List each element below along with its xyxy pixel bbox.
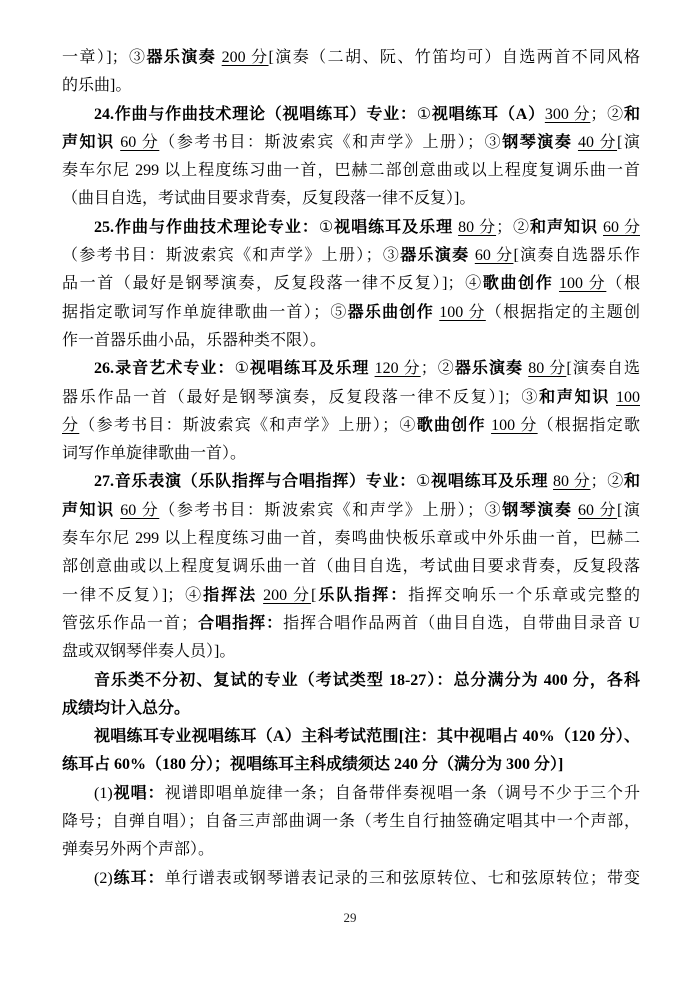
document-line <box>62 865 640 893</box>
text-segment: 作一首器乐曲小品，乐器种类不限）。 <box>62 331 327 349</box>
text-segment: 盘或双钢琴伴奏人员）]。 <box>62 643 236 661</box>
text-segment: 声知识 <box>62 133 115 151</box>
text-segment: 24.作曲与作曲技术理论（视唱练耳）专业： <box>94 105 417 123</box>
text-segment: ① <box>318 218 335 236</box>
text-segment: 视唱练耳及乐理 <box>334 218 454 236</box>
text-segment: 奏车尔尼 299 以上程度练习曲一首，奏鸣曲快板乐章或中外乐曲一首，巴赫二 <box>62 530 640 548</box>
document-line <box>62 780 640 808</box>
document-line <box>62 440 640 468</box>
text-segment: 练耳占 60%（180 分）；视唱练耳主科成绩须达 240 分（满分为 300 分）] <box>62 756 564 774</box>
text-segment: （根 <box>606 275 640 293</box>
text-segment: [演 <box>617 133 640 151</box>
document-line <box>62 553 640 581</box>
text-segment: 27.音乐表演（乐队指挥与合唱指挥）专业： <box>94 473 417 491</box>
text-segment: 和 <box>623 105 640 123</box>
text-segment: 单行谱表或钢琴谱表记录的三和弦原转位、七和弦原转位；带变 <box>164 869 640 887</box>
text-segment: 降号；自弹自唱）；自备三声部曲调一条（考生自行抽签确定唱其中一个声部， <box>62 813 640 831</box>
text-segment: [演奏自选 <box>566 360 640 378</box>
text-segment: ；② <box>496 218 531 236</box>
text-segment: 60 分 <box>577 501 618 519</box>
text-segment: 器乐演奏 <box>146 49 217 66</box>
document-line <box>62 355 640 383</box>
text-segment: 的乐曲]。 <box>62 77 132 95</box>
text-segment: 100 分 <box>559 275 607 293</box>
document-line <box>62 723 640 751</box>
text-segment: 器乐演奏 <box>400 247 470 265</box>
text-segment: 视谱即唱单旋律一条；自备带伴奏视唱一条（调号不少于三个升 <box>164 784 640 802</box>
document-line <box>62 468 640 496</box>
document-line <box>62 808 640 836</box>
text-segment: 100 分 <box>439 303 486 321</box>
text-segment: （参考书目：斯波索宾《和声学》上册）；③ <box>159 133 503 151</box>
document-line <box>62 836 640 864</box>
document-line <box>62 582 640 610</box>
text-segment: （参考书目：斯波索宾《和声学》上册）；④ <box>79 416 417 434</box>
text-segment: （根据指定歌 <box>537 416 640 434</box>
document-line <box>62 44 640 72</box>
text-segment: ；② <box>590 105 624 123</box>
text-segment: 80 分 <box>553 473 591 491</box>
text-segment: 指挥法 <box>203 586 258 604</box>
text-segment: 和 <box>624 473 640 491</box>
text-segment: 一律不反复）]；④ <box>62 586 204 604</box>
text-segment: 300 分 <box>544 105 591 123</box>
text-segment: 器乐演奏 <box>454 360 524 378</box>
text-segment: 歌曲创作 <box>482 275 554 293</box>
text-segment: ① <box>234 360 250 378</box>
text-segment: 视唱练耳（A） <box>431 105 545 123</box>
document-content <box>62 44 640 893</box>
text-segment: 品一首（最好是钢琴演奏，反复段落一律不反复）]；④ <box>62 275 483 293</box>
text-segment: 奏车尔尼 299 以上程度练习曲一首，巴赫二部创意曲或以上程度复调乐曲一首 <box>62 162 640 180</box>
text-segment: 音乐类不分初、复试的专业（考试类型 18-27）：总分满分为 400 分，各科 <box>94 671 640 689</box>
text-segment: 视唱： <box>112 784 165 802</box>
document-line <box>62 129 640 157</box>
document-line <box>62 638 640 666</box>
page-number: 29 <box>343 910 357 925</box>
document-line <box>62 695 640 723</box>
text-segment: 视唱练耳及乐理 <box>431 473 549 491</box>
document-line <box>62 157 640 185</box>
text-segment: （曲目自选，考试曲目要求背奏，反复段落一律不反复）]。 <box>62 190 476 208</box>
document-line <box>62 610 640 638</box>
text-segment: （参考书目：斯波索宾《和声学》上册）；③ <box>62 247 401 265</box>
document-line <box>62 751 640 779</box>
text-segment: 词写作单旋律歌曲一首）。 <box>62 445 247 463</box>
text-segment: 80 分 <box>528 360 567 378</box>
text-segment: (1) <box>94 784 113 802</box>
text-segment: 100 分 <box>491 416 538 434</box>
text-segment: [演奏自选器乐作 <box>513 247 640 265</box>
text-segment: （参考书目：斯波索宾《和声学》上册）；③ <box>159 501 503 519</box>
text-segment: ① <box>416 473 432 491</box>
text-segment: 视唱练耳专业视唱练耳（A）主科考试范围[注：其中视唱占 40%（120 分）、 <box>94 728 640 746</box>
text-segment: 合唱指挥： <box>197 614 284 632</box>
text-segment: 钢琴演奏 <box>502 501 573 519</box>
document-line <box>62 384 640 412</box>
text-segment: 成绩均计入总分。 <box>62 699 191 717</box>
text-segment: 25.作曲与作曲技术理论专业： <box>94 218 319 236</box>
text-segment: 歌曲创作 <box>416 416 486 434</box>
text-segment: 60 分 <box>120 133 160 151</box>
text-segment: 管弦乐作品一首； <box>62 614 198 632</box>
document-line <box>62 667 640 695</box>
text-segment: 200 分 <box>263 586 312 604</box>
text-segment: 和声知识 <box>530 218 598 236</box>
text-segment: 120 分 <box>374 360 421 378</box>
text-segment: 指挥交响乐一个乐章或完整的 <box>408 586 640 604</box>
document-line <box>62 72 640 100</box>
document-line <box>62 327 640 355</box>
text-segment: 200 分 <box>221 49 269 66</box>
document-line <box>62 525 640 553</box>
text-segment: 声知识 <box>62 501 115 519</box>
text-segment: 60 分 <box>603 218 640 236</box>
text-segment: 器乐作品一首（最好是钢琴演奏，反复段落一律不反复）]；③ <box>62 388 540 406</box>
text-segment: 80 分 <box>458 218 497 236</box>
text-segment: 弹奏另外两个声部）。 <box>62 841 215 859</box>
text-segment: 一章）]；③ <box>62 49 147 66</box>
text-segment: 指挥合唱作品两首（曲目自选，自带曲目录音 U <box>283 614 640 632</box>
document-line <box>62 242 640 270</box>
text-segment: （根据指定的主题创 <box>485 303 640 321</box>
text-segment: ；② <box>590 473 624 491</box>
text-segment: 部创意曲或以上程度复调乐曲一首（曲目自选，考试曲目要求背奏，反复段落 <box>62 558 640 576</box>
text-segment: ① <box>416 105 432 123</box>
text-segment: 100 <box>616 388 640 406</box>
text-segment: [ <box>311 586 317 604</box>
text-segment: 练耳： <box>112 869 165 887</box>
text-segment: 26.录音艺术专业： <box>94 360 235 378</box>
text-segment: 据指定歌词写作单旋律歌曲一首）；⑤ <box>62 303 348 321</box>
text-segment: 器乐曲创作 <box>347 303 434 321</box>
text-segment: 视唱练耳及乐理 <box>249 360 370 378</box>
text-segment: [演奏（二胡、阮、竹笛均可）自选两首不同风格 <box>268 49 640 66</box>
text-segment: 钢琴演奏 <box>502 133 573 151</box>
text-segment: 和声知识 <box>539 388 611 406</box>
document-line <box>62 185 640 213</box>
text-segment: 60 分 <box>474 247 514 265</box>
text-segment: 分 <box>62 416 80 434</box>
document-line <box>62 101 640 129</box>
document-line <box>62 214 640 242</box>
text-segment: [演 <box>617 501 640 519</box>
text-segment: 40 分 <box>577 133 618 151</box>
document-line <box>62 299 640 327</box>
text-segment: 60 分 <box>120 501 160 519</box>
text-segment: (2) <box>94 869 113 887</box>
text-segment: 乐队指挥： <box>316 586 409 604</box>
document-line <box>62 412 640 440</box>
text-segment: ；② <box>420 360 455 378</box>
document-line <box>62 270 640 298</box>
document-line <box>62 497 640 525</box>
